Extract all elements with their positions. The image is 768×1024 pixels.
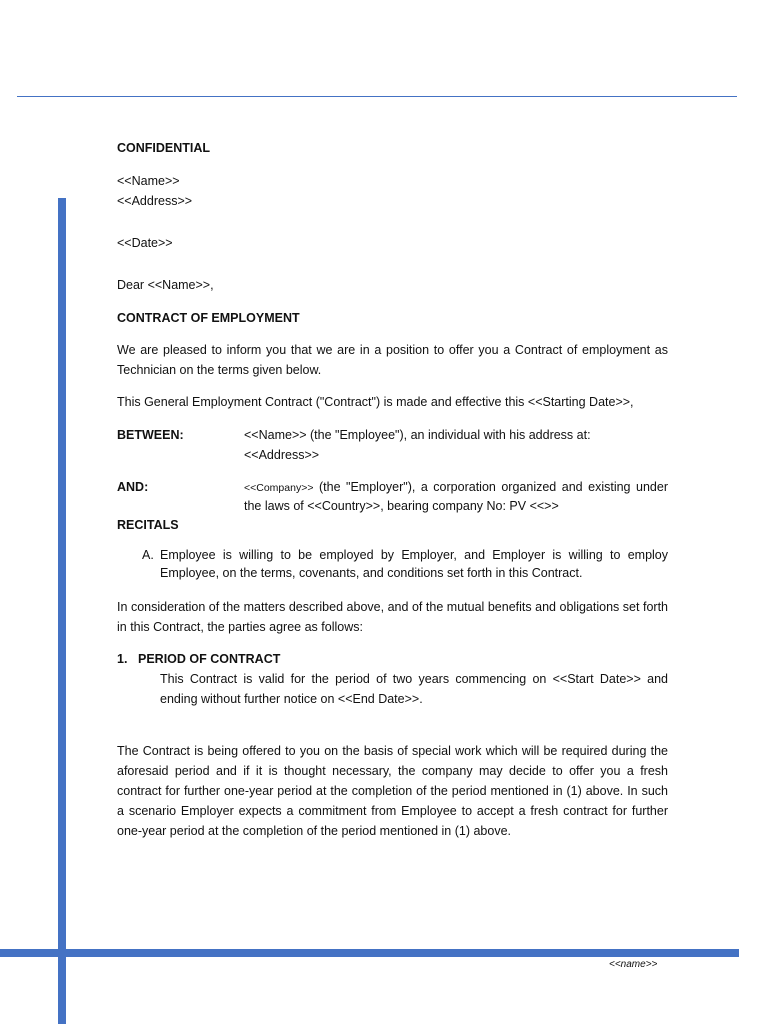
recitals-heading: RECITALS xyxy=(117,518,179,532)
recipient-address: <<Address>> xyxy=(117,194,193,208)
recipient-name: <<Name>> xyxy=(117,174,180,188)
offer-paragraph: The Contract is being offered to you on the basis of special work which will be required during the aforesaid period and if it is thought necessary, the company may decide to offer you a fresh contract for further one-year period at the completion of the period mentioned in (1) above. In such a scenario Employer expects a commitment from Employee to accept a fresh contract for further one-year period at the completion of the period mentioned in (1) above. xyxy=(117,744,668,838)
and-label: AND: xyxy=(117,480,149,494)
between-label: BETWEEN: xyxy=(117,428,184,442)
intro-paragraph: We are pleased to inform you that we are in a position to offer you a Contract of employment as Technician on the terms given below. xyxy=(117,343,668,377)
recital-marker: A. xyxy=(142,548,154,562)
recital-text: Employee is willing to be employed by Employer, and Employer is willing to employ Employee, on the terms, covenants, and conditions set forth in this Contract. xyxy=(160,548,668,580)
between-value xyxy=(244,425,668,465)
section-heading xyxy=(117,649,668,669)
and-text: (the "Employer"), a corporation organized and existing under the laws of <<Country>>, bearing company No: PV <<>> xyxy=(244,480,668,513)
header-rule xyxy=(17,96,737,97)
contract-title: CONTRACT OF EMPLOYMENT xyxy=(117,311,300,325)
general-paragraph: This General Employment Contract ("Contract") is made and effective this <<Starting Date>>, xyxy=(117,395,634,409)
left-accent-bar xyxy=(58,198,66,1024)
and-row xyxy=(117,478,668,515)
between-text: <<Name>> (the "Employee"), an individual with his address at: xyxy=(244,428,591,442)
footer-accent-bar xyxy=(0,949,739,957)
section-body: This Contract is valid for the period of two years commencing on <<Start Date>> and ending without further notice on <<End Date>>. xyxy=(160,672,668,706)
between-address: <<Address>> xyxy=(244,448,320,462)
letter-date: <<Date>> xyxy=(117,236,173,250)
section-number: 1. xyxy=(117,652,128,666)
and-company: <<Company>> xyxy=(244,482,314,494)
footer-name: <<name>> xyxy=(609,959,658,970)
between-row xyxy=(117,425,668,465)
recital-item xyxy=(117,546,668,582)
confidential-heading: CONFIDENTIAL xyxy=(117,141,211,155)
letter-body xyxy=(117,138,668,841)
consideration-paragraph: In consideration of the matters described above, and of the mutual benefits and obligations set forth in this Contract, the parties agree as follows: xyxy=(117,600,668,634)
salutation: Dear <<Name>>, xyxy=(117,278,214,292)
section-title: PERIOD OF CONTRACT xyxy=(138,652,281,666)
and-value xyxy=(244,478,668,515)
